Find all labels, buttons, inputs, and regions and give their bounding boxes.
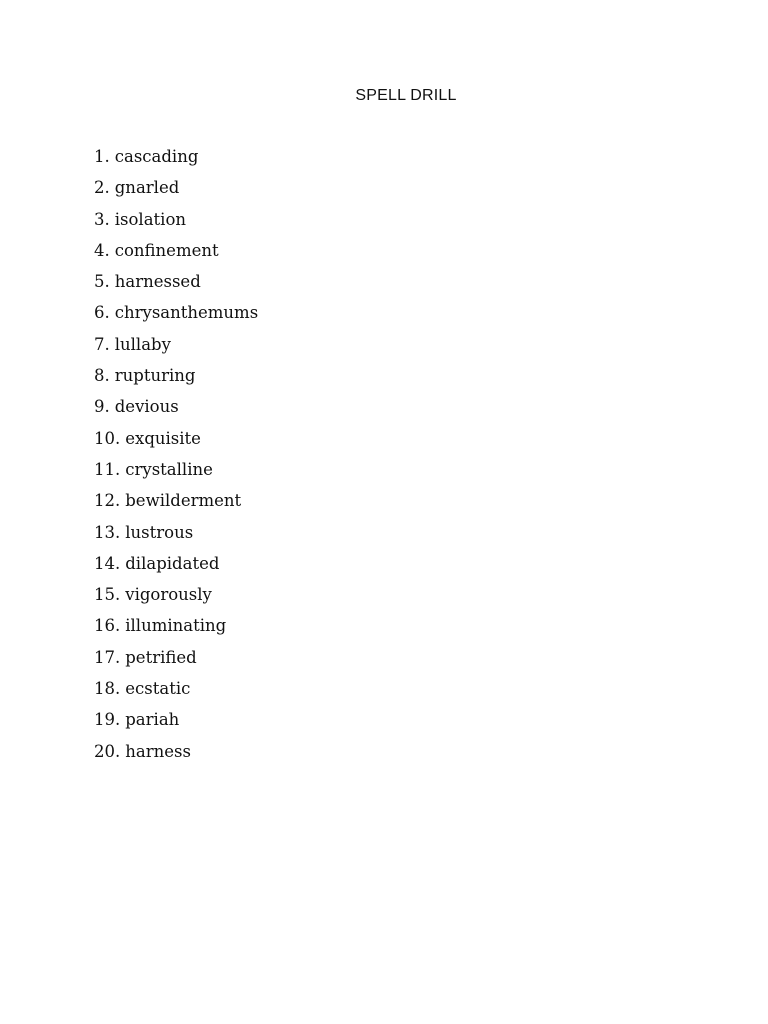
list-item bbox=[94, 208, 258, 239]
item-number: 19. bbox=[94, 710, 121, 730]
item-number: 13. bbox=[94, 522, 121, 542]
list-item bbox=[94, 395, 258, 426]
list-item bbox=[94, 677, 258, 708]
item-number: 8. bbox=[94, 366, 110, 386]
list-item bbox=[94, 708, 258, 739]
spelling-word: lustrous bbox=[125, 522, 194, 542]
spelling-word: isolation bbox=[114, 209, 187, 229]
list-item bbox=[94, 583, 258, 614]
list-item bbox=[94, 614, 258, 645]
list-item bbox=[94, 458, 258, 489]
list-item bbox=[94, 145, 258, 176]
item-number: 7. bbox=[94, 334, 110, 354]
spelling-word: dilapidated bbox=[125, 553, 220, 573]
spelling-word: confinement bbox=[114, 240, 219, 260]
spelling-word: petrified bbox=[125, 647, 197, 667]
list-item bbox=[94, 333, 258, 364]
list-item bbox=[94, 364, 258, 395]
spelling-word: vigorously bbox=[125, 585, 212, 605]
list-item bbox=[94, 239, 258, 270]
item-number: 20. bbox=[94, 741, 121, 761]
spelling-word: illuminating bbox=[125, 616, 227, 636]
item-number: 4. bbox=[94, 240, 110, 260]
item-number: 9. bbox=[94, 397, 110, 417]
spelling-word: bewilderment bbox=[125, 491, 242, 511]
spelling-word: cascading bbox=[114, 147, 199, 166]
spelling-word: harnessed bbox=[114, 272, 201, 292]
spelling-word: crystalline bbox=[125, 459, 213, 479]
item-number: 6. bbox=[94, 303, 110, 323]
item-number: 18. bbox=[94, 679, 121, 699]
list-item bbox=[94, 489, 258, 520]
item-number: 5. bbox=[94, 272, 110, 292]
spelling-word: devious bbox=[114, 397, 179, 417]
spelling-word: lullaby bbox=[114, 334, 171, 354]
item-number: 10. bbox=[94, 428, 121, 448]
spelling-word: chrysanthemums bbox=[114, 303, 259, 323]
item-number: 15. bbox=[94, 585, 121, 605]
list-item bbox=[94, 270, 258, 301]
item-number: 17. bbox=[94, 647, 121, 667]
item-number: 11. bbox=[94, 459, 121, 479]
spelling-word: ecstatic bbox=[125, 679, 191, 699]
list-item bbox=[94, 176, 258, 207]
list-item bbox=[94, 552, 258, 583]
spelling-word: exquisite bbox=[125, 428, 201, 448]
list-item bbox=[94, 646, 258, 677]
list-item bbox=[94, 301, 258, 332]
item-number: 14. bbox=[94, 553, 121, 573]
list-item bbox=[94, 521, 258, 552]
spelling-word: pariah bbox=[125, 710, 180, 730]
item-number: 16. bbox=[94, 616, 121, 636]
item-number: 2. bbox=[94, 178, 110, 198]
list-item bbox=[94, 740, 258, 771]
spelling-word: rupturing bbox=[114, 366, 196, 386]
spelling-word-list bbox=[94, 145, 258, 771]
spelling-word: gnarled bbox=[114, 178, 180, 198]
item-number: 12. bbox=[94, 491, 121, 511]
item-number: 3. bbox=[94, 209, 110, 229]
page-title: SPELL DRILL bbox=[355, 87, 457, 104]
list-item bbox=[94, 427, 258, 458]
spelling-word: harness bbox=[125, 741, 191, 761]
item-number: 1. bbox=[94, 147, 110, 166]
